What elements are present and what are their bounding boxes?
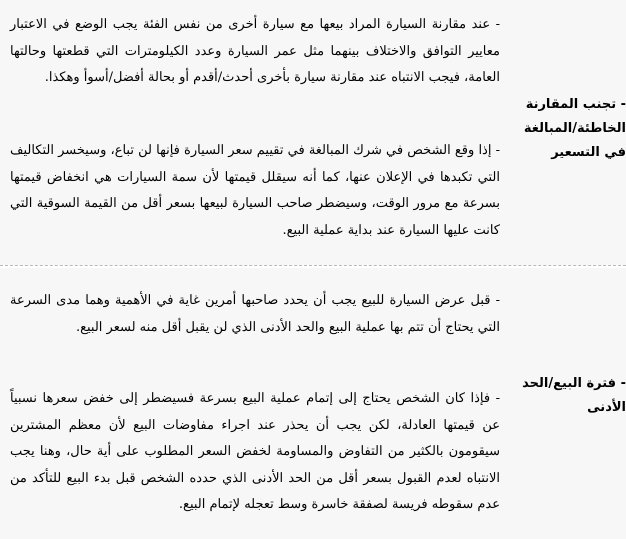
row-divider xyxy=(0,265,626,266)
table-row xyxy=(0,268,626,539)
paragraph: - عند مقارنة السيارة المراد بيعها مع سيارة أخرى من نفس الفئة يجب الوضع في الاعتبار معايير التوافق والاختلاف بينهما مثل عمر السيارة وعدد الكيلومترات التي قطعتها وحالتها العامة، فيجب الانتباه عند مقارنة سيارة بأخرى أحدث/أقدم أو بحالة أفضل/أسوأ وهكذا. xyxy=(10,17,500,86)
row-label: - فترة البيع/الحد الأدنى xyxy=(522,376,626,415)
paragraph: - قبل عرض السيارة للبيع يجب أن يحدد صاحبها أمرين غاية في الأهمية وهما مدى السرعة التي يحتاج أن تتم بها عملية البيع والحد الأدنى الذي لن يقبل أقل منه لسعر البيع. xyxy=(10,293,500,335)
table-row xyxy=(0,0,626,265)
paragraph: - فإذا كان الشخص يحتاج إلى إتمام عملية البيع بسرعة فسيضطر إلى خفض سعرها نسبياً عن قيمتها العادلة، لكن يجب أن يحذر عند اجراء مفاوضات البيع لأن معظم المشترين سيقومون بالكثير من التفاوض والمساومة لخفض السعر المطلوب على أية حال، وهنا يجب الانتباه لعدم القبول بسعر أقل من الحد الأدنى الذي حدده الشخص قبل بدء البيع للتأكد من عدم سقوطه فريسة لصفقة خاسرة وسط تعجله لإتمام البيع. xyxy=(10,391,500,513)
row-label: - تجنب المقارنة الخاطئة/المبالغة في التسعير xyxy=(523,97,626,160)
paragraph: - إذا وقع الشخص في شرك المبالغة في تقييم سعر السيارة فإنها لن تباع، وسيخسر التكاليف التي تكبدها في الإعلان عنها، كما أنه سيقلل قيمتها لأن سمة السيارات هي انخفاض قيمتها بسرعة مع مرور الوقت، وسيضطر صاحب السيارة لبيعها بسعر أقل من القيمة السوقية التي كانت عليها السيارة عند بداية عملية البيع. xyxy=(10,143,500,238)
